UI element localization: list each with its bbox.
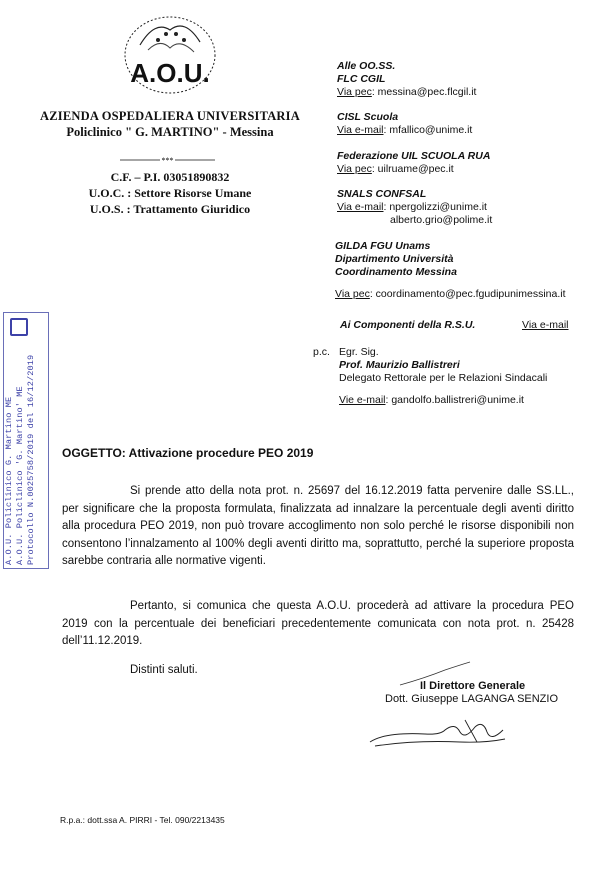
separator-ornament (120, 156, 215, 164)
recipient-snals: SNALS CONFSAL Via e-mail: npergolizzi@unime.it alberto.grio@polime.it (337, 188, 493, 226)
recipient-rsu: Ai Componenti della R.S.U. (340, 319, 476, 331)
rsu-channel-link[interactable]: Via e-mail (522, 319, 569, 331)
email-link[interactable]: : mfallico@unime.it (383, 124, 473, 136)
recipient-uil: Federazione UIL SCUOLA RUA Via pec: uilruame@pec.it (337, 150, 491, 175)
org-info (30, 169, 310, 217)
recipient-pc: Egr. Sig. Prof. Maurizio Ballistreri Delegato Rettorale per le Relazioni Sindacali Vie e-mail: gandolfo.ballistreri@unime.it (339, 346, 548, 406)
email-link[interactable]: : messina@pec.flcgil.it (371, 86, 477, 98)
paragraph-line: consentono l’innalzamento al 100% degli aventi diritto ma, soprattutto, perché la superiore proposta (62, 537, 574, 550)
aou-logo (100, 10, 240, 100)
paragraph-line: Pertanto, si comunica che questa A.O.U. procederà ad attivare la procedura PEO (130, 600, 574, 612)
body-paragraph-2 (62, 598, 574, 651)
protocol-stamp: A.O.U. Policlinico G. Martino ME A.O.U. Policlinico 'G. Martino' ME Protocollo N.0025758/2019 del 16/12/2019 (4, 354, 36, 565)
paragraph-line: alla procedura PEO 2019, non può trovare accoglimento non solo perché le risorse disponibili non (62, 520, 574, 532)
recipient-cisl: CISL Scuola Via e-mail: mfallico@unime.it (337, 111, 473, 136)
signatory-name: Dott. Giuseppe LAGANGA SENZIO (385, 693, 559, 705)
email-link[interactable]: alberto.grio@polime.it (390, 214, 493, 226)
channel-label: Via e-mail (337, 201, 384, 213)
svg-text:***: *** (161, 156, 174, 164)
recipient-ooss: Alle OO.SS. FLC CGIL Via pec: messina@pec.flcgil.it (337, 60, 477, 98)
paragraph-line: Si prende atto della nota prot. n. 25697 del 16.12.2019 fatta pervenire dalle SS.LL., (130, 485, 574, 497)
channel-label: Via pec (335, 288, 370, 300)
tax-code: C.F. – P.I. 03051890832 (110, 170, 230, 184)
subject-line: OGGETTO: Attivazione procedure PEO 2019 (62, 446, 314, 460)
email-link[interactable]: : uilruame@pec.it (371, 163, 454, 175)
org-name: AZIENDA OSPEDALIERA UNIVERSITARIA (40, 109, 300, 123)
paragraph-line: dell’11.12.2019. (62, 635, 143, 647)
body-paragraph-1 (62, 483, 574, 571)
closing: Distinti saluti. (130, 664, 198, 676)
paragraph-line: sarebbe contraria alle normative vigenti. (62, 555, 266, 567)
paragraph-line: per significare che la proposta formulata, finalizzata ad innalzare la percentuale degli aventi diritto (62, 502, 574, 515)
signatory-title: Il Direttore Generale (420, 680, 526, 692)
organization-header (30, 108, 310, 140)
channel-label: Via e-mail (337, 124, 384, 136)
svg-text:A.O.U.: A.O.U. (130, 58, 210, 88)
pc-prefix: p.c. (313, 346, 330, 358)
channel-label: Vie e-mail (339, 394, 386, 406)
email-link[interactable]: : npergolizzi@unime.it (383, 201, 487, 213)
uos-line: U.O.S. : Trattamento Giuridico (89, 202, 251, 216)
channel-label: Via pec (337, 163, 372, 175)
footer-contact: R.p.a.: dott.ssa A. PIRRI - Tel. 090/2213435 (60, 815, 225, 825)
handwritten-signature (365, 712, 515, 757)
paragraph-line: 2019 con la percentuale dei beneficiari precedentemente comunicata con nota prot. n. 25428 (62, 617, 574, 630)
email-link[interactable]: : gandolfo.ballistreri@unime.it (385, 394, 524, 406)
logo-emblem-icon (100, 10, 240, 100)
org-subname: Policlinico " G. MARTINO" - Messina (66, 125, 274, 139)
recipient-gilda: GILDA FGU Unams Dipartimento Università Coordinamento Messina Via pec: coordinamento@pec.fgudipunimessina.it (335, 240, 566, 300)
uoc-line: U.O.C. : Settore Risorse Umane (88, 186, 252, 200)
channel-label: Via pec (337, 86, 372, 98)
email-link[interactable]: : coordinamento@pec.fgudipunimessina.it (369, 288, 566, 300)
